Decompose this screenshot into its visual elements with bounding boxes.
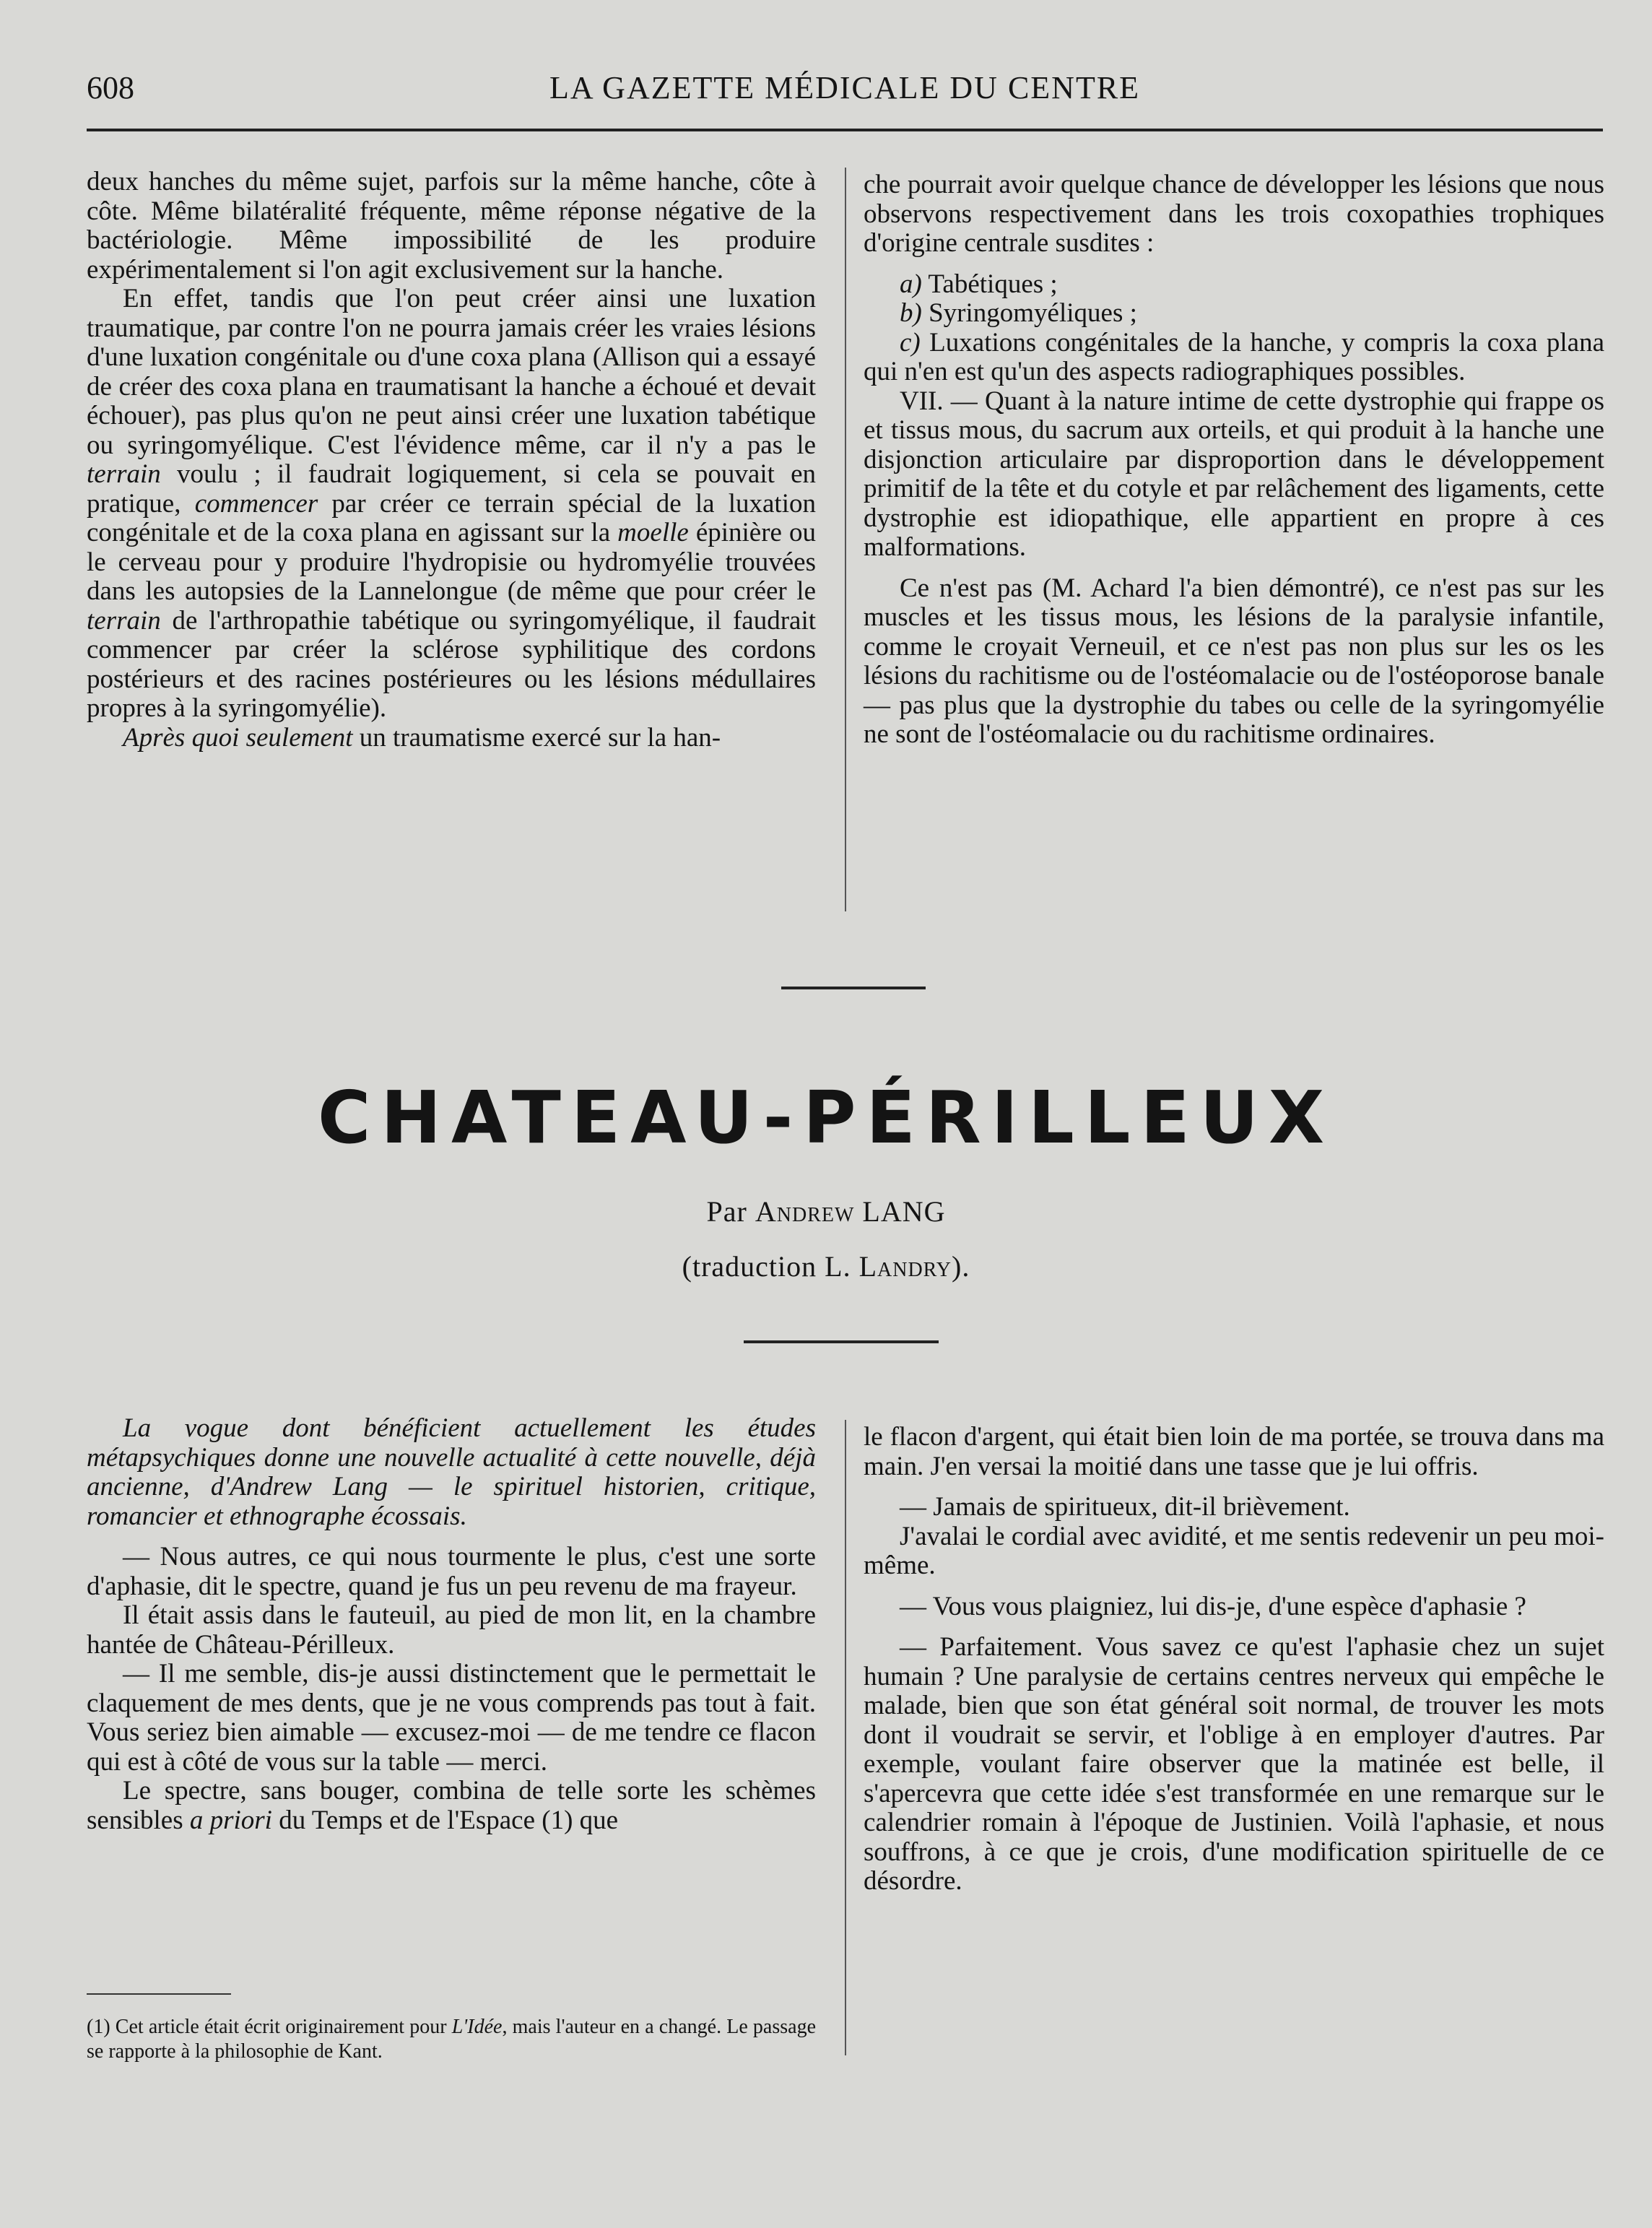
text-run: (traduction L.: [682, 1250, 859, 1283]
text-run: En effet, tandis que l'on peut créer ainsi une luxation traumatique, par contre l'on ne pourra jamais créer les vraies lésions d'une luxation congénitale ou d'une coxa plana (Allison qui a essayé de créer des coxa plana en traumatisant la hanche a échoué et devait échouer), pas plus qu'on ne peut ainsi créer une luxation tabétique ou syringomyélique. C'est l'évidence même, car il n'y a pas le: [87, 284, 816, 460]
text-run: (1) Cet article était écrit originairement pour: [87, 2016, 452, 2038]
list-letter: a): [900, 269, 922, 299]
emphasis: L'Idée: [451, 2016, 503, 2038]
paragraph: Ce n'est pas (M. Achard l'a bien démontré), ce n'est pas sur les muscles et les tissus mous, les lésions de la paralysie infantile, comme le croyait Verneuil, et ce n'est pas non plus sur les os les lésions du rachitisme ou de l'ostéomalacie ou de l'ostéoporose banale — pas plus que la dystrophie du tabes ou celle de la syringomyélie ne sont de l'ostéomalacie ou du rachitisme ordinaires.: [864, 573, 1604, 749]
paragraph: — Il me semble, dis-je aussi distinctement que le permettait le claquement de mes dents, que je ne vous comprends pas tout à fait. Vous seriez bien aimable — excusez-moi — de me tendre ce flacon qui est à côté de vous sur la table — merci.: [87, 1659, 816, 1777]
emphasis: moelle: [617, 518, 689, 547]
author-name: Andrew LANG: [755, 1195, 946, 1228]
spacer: [864, 1481, 1604, 1493]
column-divider: [845, 168, 846, 911]
header-rule: [87, 129, 1603, 131]
text-run: Par: [706, 1195, 755, 1228]
paragraph: le flacon d'argent, qui était bien loin de ma portée, se trouva dans ma main. J'en versai la moitié dans une tasse que je lui offris.: [864, 1422, 1604, 1481]
paragraph: J'avalai le cordial avec avidité, et me sentis redevenir un peu moi-même.: [864, 1521, 1604, 1580]
text-run: de l'arthropathie tabétique ou syringomyélique, il faudrait commencer par créer la sclérose syphilitique des cordons postérieurs et des racines postérieures ou les lésions médullaires propres à la syringomyélie).: [87, 605, 816, 723]
paragraph: — Vous vous plaigniez, lui dis-je, d'une espèce d'aphasie ?: [900, 1591, 1526, 1621]
story-column-left: [87, 1414, 816, 1835]
list-item: [864, 329, 1604, 387]
text-run: Le spectre, sans bouger, combina de telle sorte les schèmes sensibles: [87, 1776, 816, 1835]
emphasis: terrain: [87, 459, 161, 489]
emphasis: a priori: [189, 1805, 272, 1835]
spacer: [864, 563, 1604, 574]
story-title: CHATEAU-PÉRILLEUX: [317, 1075, 1335, 1160]
text-run: , mais l'auteur en a changé. Le passage se rapporte à la philosophie de Kant.: [87, 2016, 816, 2063]
ornamental-rule: [744, 1340, 939, 1343]
emphasis: commencer: [194, 488, 318, 519]
text-run: un traumatisme exercé sur la han-: [352, 722, 721, 753]
emphasis: Après quoi seulement: [123, 722, 353, 753]
journal-title: LA GAZETTE MÉDICALE DU CENTRE: [549, 70, 1141, 105]
article-column-right: [864, 170, 1604, 750]
article-column-left: [87, 168, 816, 753]
text-run: épinière ou le cerveau pour y produire l'hydropisie ou hydromyélie trouvées dans les autopsies de la Lannelongue (de même que pour créer le: [87, 518, 817, 606]
paragraph: deux hanches du même sujet, parfois sur la même hanche, côte à côte. Même bilatéralité fréquente, même réponse négative de la bactériologie. Même impossibilité de les produire expérimentalement si l'on agit exclusivement sur la hanche.: [87, 167, 816, 285]
translator-name: Landry: [858, 1250, 952, 1283]
paragraph: — Parfaitement. Vous savez ce qu'est l'aphasie chez un sujet humain ? Une paralysie de certains centres nerveux qui empêche le malade, bien que son état général soit normal, de trouver les mots dont il voudrait se servir, et l'oblige à en employer d'autres. Par exemple, voulant faire observer que la matinée est belle, il s'apercevra que cette idée s'est transformée en une remarque sur le calendrier romain à l'époque de Justinien. Voilà l'aphasie, et nous souffrons, à ce que je crois, d'une modification spirituelle de ce désordre.: [864, 1632, 1604, 1896]
page-number: 608: [87, 70, 134, 105]
text-run: Luxations congénitales de la hanche, y compris la coxa plana qui n'en est qu'un des aspects radiographiques possibles.: [864, 327, 1604, 386]
text-run: voulu ; il faudrait logiquement, si cela se pouvait en pratique,: [87, 459, 816, 519]
spacer: [864, 1621, 1604, 1633]
ornamental-rule: [781, 987, 926, 989]
text-run: du Temps et de l'Espace (1) que: [271, 1805, 619, 1835]
spacer: [864, 1581, 1604, 1592]
column-divider: [845, 1420, 846, 2055]
paragraph: Il était assis dans le fauteuil, au pied de mon lit, en la chambre hantée de Château-Périlleux.: [87, 1600, 816, 1660]
editor-intro: La vogue dont bénéficient actuellement les études métapsychiques donne une nouvelle actualité à cette nouvelle, déjà ancienne, d'Andrew Lang — le spirituel historien, critique, romancier et ethnographe écossais.: [87, 1413, 816, 1531]
running-head: [87, 69, 1603, 113]
list-letter: b): [900, 298, 922, 328]
text-run: Syringomyéliques ;: [921, 298, 1137, 328]
byline: [0, 1195, 1652, 1228]
paragraph: VII. — Quant à la nature intime de cette dystrophie qui frappe os et tissus mous, du sacrum aux orteils, et qui produit à la hanche une disjonction articulaire par disproportion dans le développement primitif de la tête et du cotyle et par relâchement des ligaments, cette dystrophie est idiopathique, elle appartient en propre à ces malformations.: [864, 386, 1604, 562]
footnote-rule: [87, 1993, 231, 1995]
paragraph: [87, 285, 816, 724]
spacer: [864, 259, 1604, 270]
list-item: [864, 270, 1604, 300]
paragraph: — Jamais de spiritueux, dit-il brièvement.: [900, 1492, 1350, 1522]
paragraph: [87, 1777, 816, 1835]
list-letter: c): [900, 327, 921, 357]
list-item: [864, 299, 1604, 329]
text-run: par créer ce terrain spécial de la luxation congénitale et de la coxa plana en agissant sur la: [87, 488, 816, 547]
text-run: ).: [952, 1250, 970, 1283]
emphasis: terrain: [87, 605, 161, 636]
translation-credit: [0, 1249, 1652, 1283]
spacer: [87, 1531, 816, 1543]
paragraph: — Nous autres, ce qui nous tourmente le plus, c'est une sorte d'aphasie, dit le spectre, quand je fus un peu revenu de ma frayeur.: [87, 1542, 816, 1601]
paragraph: [87, 724, 816, 753]
story-column-right: [864, 1423, 1604, 1897]
paragraph: che pourrait avoir quelque chance de développer les lésions que nous observons respectivement dans les trois coxopathies trophiques d'origine centrale susdites :: [864, 170, 1604, 258]
footnote: [87, 2015, 816, 2064]
text-run: Tabétiques ;: [921, 269, 1058, 299]
